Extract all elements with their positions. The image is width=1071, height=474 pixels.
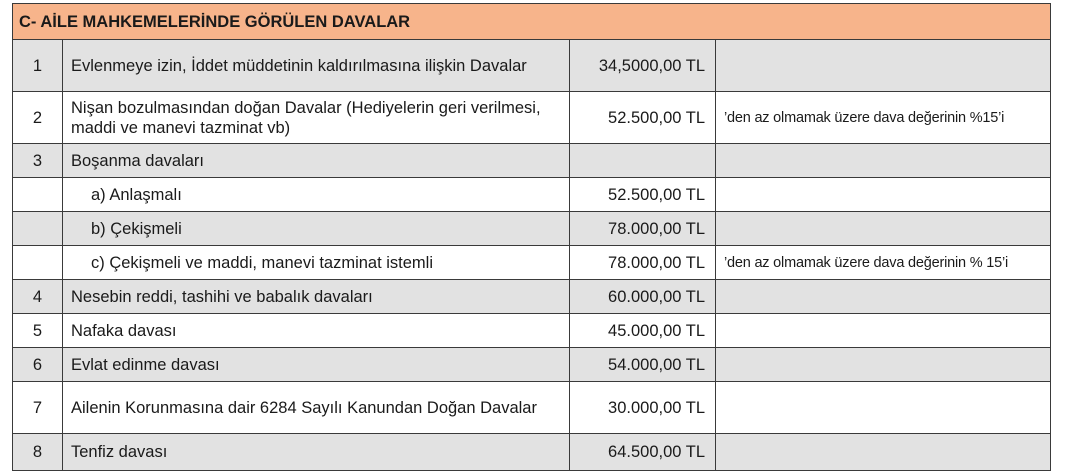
row-number	[13, 246, 63, 280]
row-note	[716, 280, 1051, 314]
row-fee	[570, 144, 716, 178]
row-fee: 45.000,00 TL	[570, 314, 716, 348]
table-title: C- AİLE MAHKEMELERİNDE GÖRÜLEN DAVALAR	[13, 4, 1051, 40]
row-description: Nafaka davası	[63, 314, 570, 348]
row-fee: 64.500,00 TL	[570, 434, 716, 471]
fee-table	[12, 3, 1051, 471]
row-description: Tenfiz davası	[63, 434, 570, 471]
row-note	[716, 144, 1051, 178]
row-fee: 60.000,00 TL	[570, 280, 716, 314]
row-description: b) Çekişmeli	[63, 212, 570, 246]
row-note	[716, 382, 1051, 434]
row-fee: 34,5000,00 TL	[570, 40, 716, 92]
row-number: 4	[13, 280, 63, 314]
row-description: Nesebin reddi, tashihi ve babalık davaları	[63, 280, 570, 314]
table-row	[13, 434, 1051, 471]
row-note	[716, 212, 1051, 246]
row-note: ’den az olmamak üzere dava değerinin % 15’i	[716, 246, 1051, 280]
row-number: 3	[13, 144, 63, 178]
row-note: ’den az olmamak üzere dava değerinin %15’i	[716, 92, 1051, 144]
row-fee: 78.000,00 TL	[570, 212, 716, 246]
table-header-row	[13, 4, 1051, 40]
row-note	[716, 40, 1051, 92]
row-number	[13, 212, 63, 246]
row-description: Evlenmeye izin, İddet müddetinin kaldırılmasına ilişkin Davalar	[63, 40, 570, 92]
row-number	[13, 178, 63, 212]
fee-table-container	[12, 3, 1050, 471]
row-number: 2	[13, 92, 63, 144]
row-fee: 52.500,00 TL	[570, 92, 716, 144]
row-fee: 78.000,00 TL	[570, 246, 716, 280]
table-row	[13, 382, 1051, 434]
row-number: 6	[13, 348, 63, 382]
table-row	[13, 40, 1051, 92]
row-number: 8	[13, 434, 63, 471]
table-row	[13, 314, 1051, 348]
row-note	[716, 348, 1051, 382]
row-fee: 54.000,00 TL	[570, 348, 716, 382]
row-number: 5	[13, 314, 63, 348]
row-note	[716, 434, 1051, 471]
row-fee: 52.500,00 TL	[570, 178, 716, 212]
row-number: 1	[13, 40, 63, 92]
table-row	[13, 92, 1051, 144]
row-number: 7	[13, 382, 63, 434]
table-row	[13, 212, 1051, 246]
row-description: Boşanma davaları	[63, 144, 570, 178]
row-fee: 30.000,00 TL	[570, 382, 716, 434]
table-row	[13, 178, 1051, 212]
row-description: Ailenin Korunmasına dair 6284 Sayılı Kanundan Doğan Davalar	[63, 382, 570, 434]
table-row	[13, 348, 1051, 382]
table-row	[13, 144, 1051, 178]
table-row	[13, 246, 1051, 280]
row-description: c) Çekişmeli ve maddi, manevi tazminat istemli	[63, 246, 570, 280]
row-note	[716, 178, 1051, 212]
row-description: Evlat edinme davası	[63, 348, 570, 382]
row-description: a) Anlaşmalı	[63, 178, 570, 212]
row-note	[716, 314, 1051, 348]
row-description: Nişan bozulmasından doğan Davalar (Hediyelerin geri verilmesi, maddi ve manevi tazminat vb)	[63, 92, 570, 144]
table-row	[13, 280, 1051, 314]
